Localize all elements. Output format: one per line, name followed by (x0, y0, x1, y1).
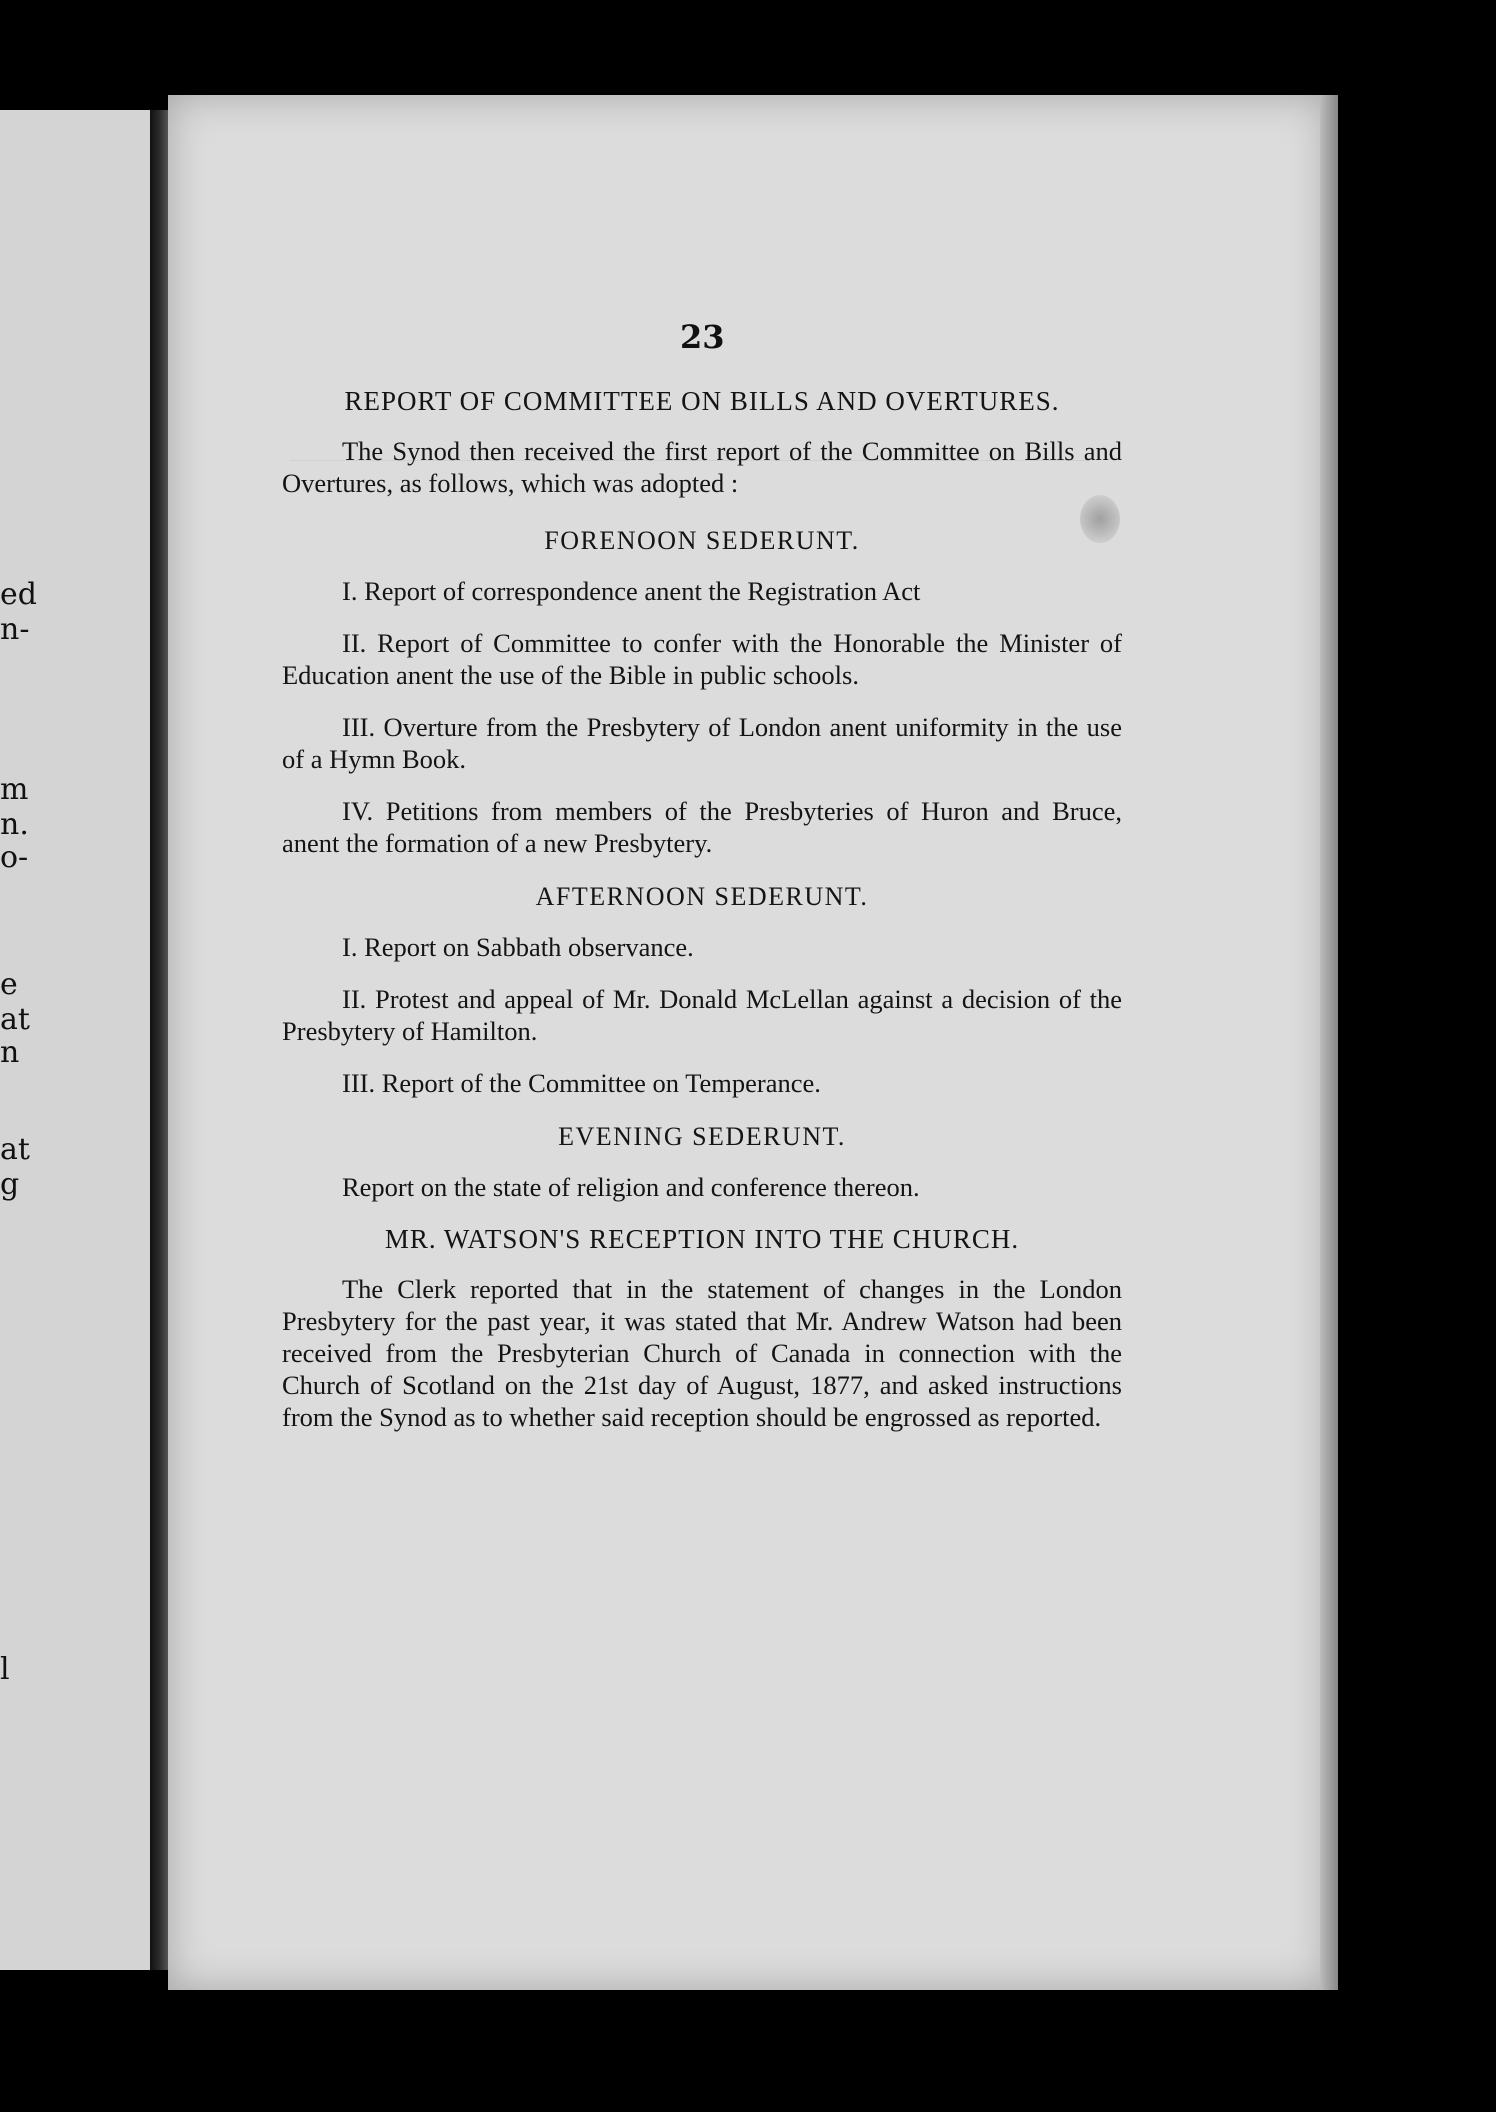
report-title: REPORT OF COMMITTEE ON BILLS AND OVERTURES. (344, 386, 1060, 416)
forenoon-item-3: III. Overture from the Presbytery of London anent uniformity in the use of a Hymn Book. (282, 712, 1122, 774)
left-fragment-2: n- (0, 612, 30, 647)
forenoon-heading: FORENOON SEDERUNT. (544, 526, 860, 555)
left-fragment-6: e (0, 967, 18, 1002)
left-fragment-3: m (0, 772, 29, 807)
left-fragment-11: l (0, 1652, 10, 1687)
left-fragment-9: at (0, 1132, 30, 1167)
page-number: 23 (680, 318, 725, 356)
afternoon-heading: AFTERNOON SEDERUNT. (535, 882, 869, 911)
left-fragment-8: n (0, 1035, 20, 1070)
left-fragment-1: ed (0, 577, 37, 612)
intro-paragraph: The Synod then received the first report of the Committee on Bills and Overtures, as follows, which was adopted : (282, 436, 1122, 498)
left-fragment-5: o- (0, 840, 29, 875)
afternoon-item-1: I. Report on Sabbath observance. (342, 932, 694, 962)
left-page-fragment (0, 110, 150, 1970)
left-fragment-10: g (0, 1167, 20, 1202)
forenoon-item-1: I. Report of correspondence anent the Registration Act (342, 576, 921, 606)
afternoon-item-2: II. Protest and appeal of Mr. Donald McLellan against a decision of the Presbytery of Hamilton. (282, 984, 1122, 1046)
left-fragment-7: at (0, 1002, 30, 1037)
watson-title: MR. WATSON'S RECEPTION INTO THE CHURCH. (384, 1224, 1020, 1254)
evening-heading: EVENING SEDERUNT. (558, 1122, 846, 1151)
watson-body: The Clerk reported that in the statement of changes in the London Presbytery for the past year, it was stated that Mr. Andrew Watson had been received from the Presbyterian Church of Canada in connection with the Church of Scotland on the 21st day of August, 1877, and asked instructions from the Synod as to whether said reception should be engrossed as reported. (282, 1274, 1122, 1432)
page-content (282, 385, 1122, 1453)
book-binding (150, 110, 168, 1970)
left-fragment-4: n. (0, 807, 29, 842)
forenoon-item-4: IV. Petitions from members of the Presbyteries of Huron and Bruce, anent the formation of a new Presbytery. (282, 796, 1122, 858)
evening-item-1: Report on the state of religion and conference thereon. (342, 1172, 920, 1202)
afternoon-item-3: III. Report of the Committee on Temperance. (342, 1068, 821, 1098)
forenoon-item-2: II. Report of Committee to confer with the Honorable the Minister of Education anent the use of the Bible in public schools. (282, 628, 1122, 690)
page-edge (1320, 95, 1338, 1990)
